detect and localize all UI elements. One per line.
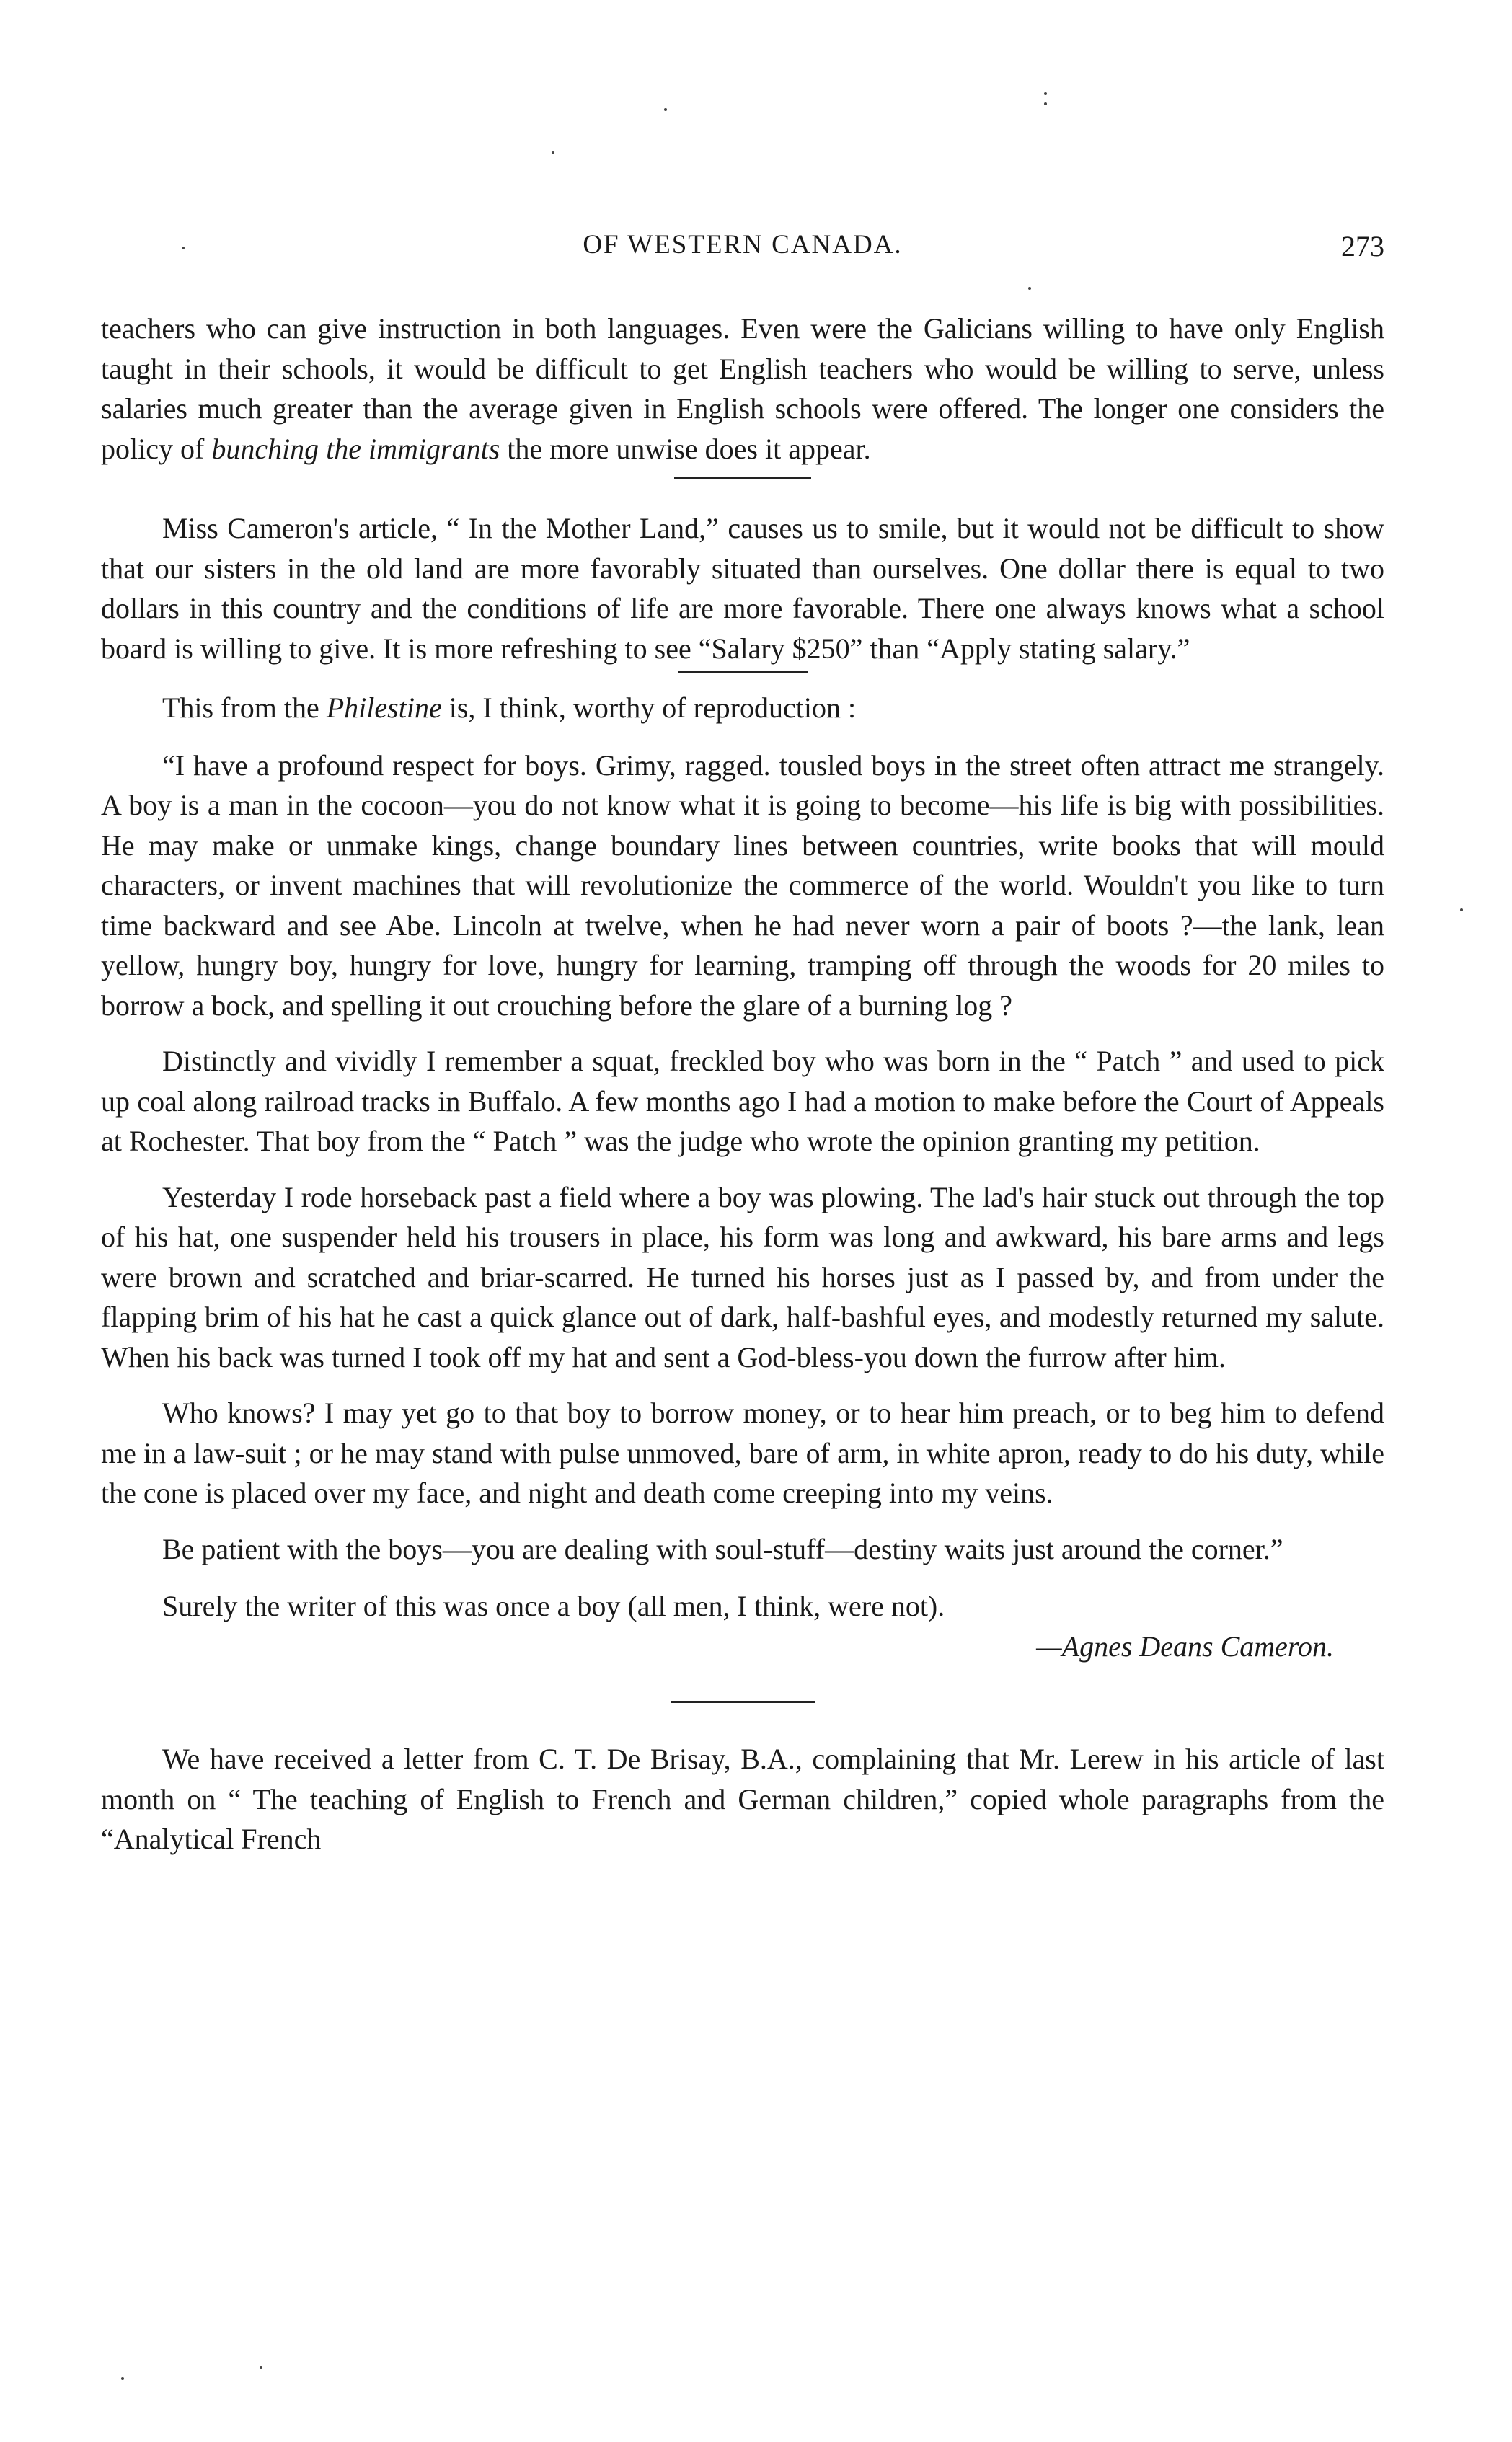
print-speck	[1460, 908, 1463, 911]
signature: —Agnes Deans Cameron.	[1036, 1629, 1334, 1663]
paragraph-quote-boys: “I have a profound respect for boys. Grimy, ragged. tousled boys in the street often attract me strangely. A boy is a man in the cocoon—you do not know what it is going to become—his life is big with possibilities. He may make or unmake kings, change boundary lines between countries, write books that will mould characters, or invent machines that will revolutionize the commerce of the world. Wouldn't you like to turn time backward and see Abe. Lincoln at twelve, when he had never worn a pair of boots ?—the lank, lean yellow, hungry boy, hungry for love, hungry for learning, tramping off through the woods for 20 miles to borrow a bock, and spelling it out crouching before the glare of a burning log ?	[101, 748, 1384, 1022]
running-title: OF WESTERN CANADA.	[583, 230, 903, 260]
paragraph-patch: Distinctly and vividly I remember a squat, freckled boy who was born in the “ Patch ” and used to pick up coal along railroad tracks in Buffalo. A few months ago I had a motion to make before the Court of Appeals at Rochester. That boy from the “ Patch ” was the judge who wrote the opinion granting my petition.	[101, 1045, 1384, 1157]
paragraph-surely: Surely the writer of this was once a boy (all men, I think, were not).	[162, 1590, 945, 1622]
print-speck	[260, 2366, 262, 2369]
paragraph-be-patient: Be patient with the boys—you are dealing with soul-stuff—destiny waits just around the corner.”	[162, 1532, 1283, 1565]
paragraph-mother-land: Miss Cameron's article, “ In the Mother Land,” causes us to smile, but it would not be difficult to show that our sisters in the old land are more favorably situated than ourselves. One dollar there is equal to two dollars in this country and the conditions of life are more favorable. There one always knows what a school board is willing to give. It is more refreshing to see “Salary $250” than “Apply stating salary.”	[101, 512, 1384, 665]
paragraph-philestine-intro: This from the Philestine is, I think, worthy of reproduction :	[162, 691, 857, 724]
running-header	[101, 229, 1384, 273]
print-speck	[664, 108, 667, 111]
italic-title: Philestine	[326, 691, 442, 724]
paragraph-horseback: Yesterday I rode horseback past a field where a boy was plowing. The lad's hair stuck out through the top of his hat, one suspender held his trousers in place, his form was long and awkward, his bare arms and legs were brown and scratched and briar-scarred. He turned his horses just as I passed by, and from under the flapping brim of his hat he cast a quick glance out of dark, half-bashful eyes, and modestly returned my salute. When his back was turned I took off my hat and sent a God-bless-you down the furrow after him.	[101, 1180, 1384, 1373]
paragraph-galicians: teachers who can give instruction in both languages. Even were the Galicians willing to have only English taught in their schools, it would be difficult to get English teachers who would be willing to serve, unless salaries much greater than the average given in English schools were offered. The longer one considers the policy of bunching the immigrants the more unwise does it appear.	[101, 312, 1384, 465]
print-speck	[121, 2377, 124, 2380]
section-divider	[671, 1701, 815, 1703]
print-speck	[1044, 92, 1047, 95]
page-number: 273	[1341, 230, 1384, 262]
page-body	[101, 309, 1384, 1859]
print-speck	[1044, 102, 1047, 105]
section-divider	[674, 477, 811, 479]
print-speck	[1028, 287, 1031, 290]
print-speck	[552, 151, 554, 154]
paragraph-de-brisay: We have received a letter from C. T. De Brisay, B.A., complaining that Mr. Lerew in his article of last month on “ The teaching of English to French and German children,” copied whole paragraphs from the “Analytical French	[101, 1743, 1384, 1855]
paragraph-who-knows: Who knows? I may yet go to that boy to borrow money, or to hear him preach, or to beg him to defend me in a law-suit ; or he may stand with pulse unmoved, bare of arm, in white apron, ready to do his duty, while the cone is placed over my face, and night and death come creeping into my veins.	[101, 1397, 1384, 1509]
section-divider	[678, 671, 808, 673]
italic-phrase: bunching the immigrants	[211, 432, 500, 465]
